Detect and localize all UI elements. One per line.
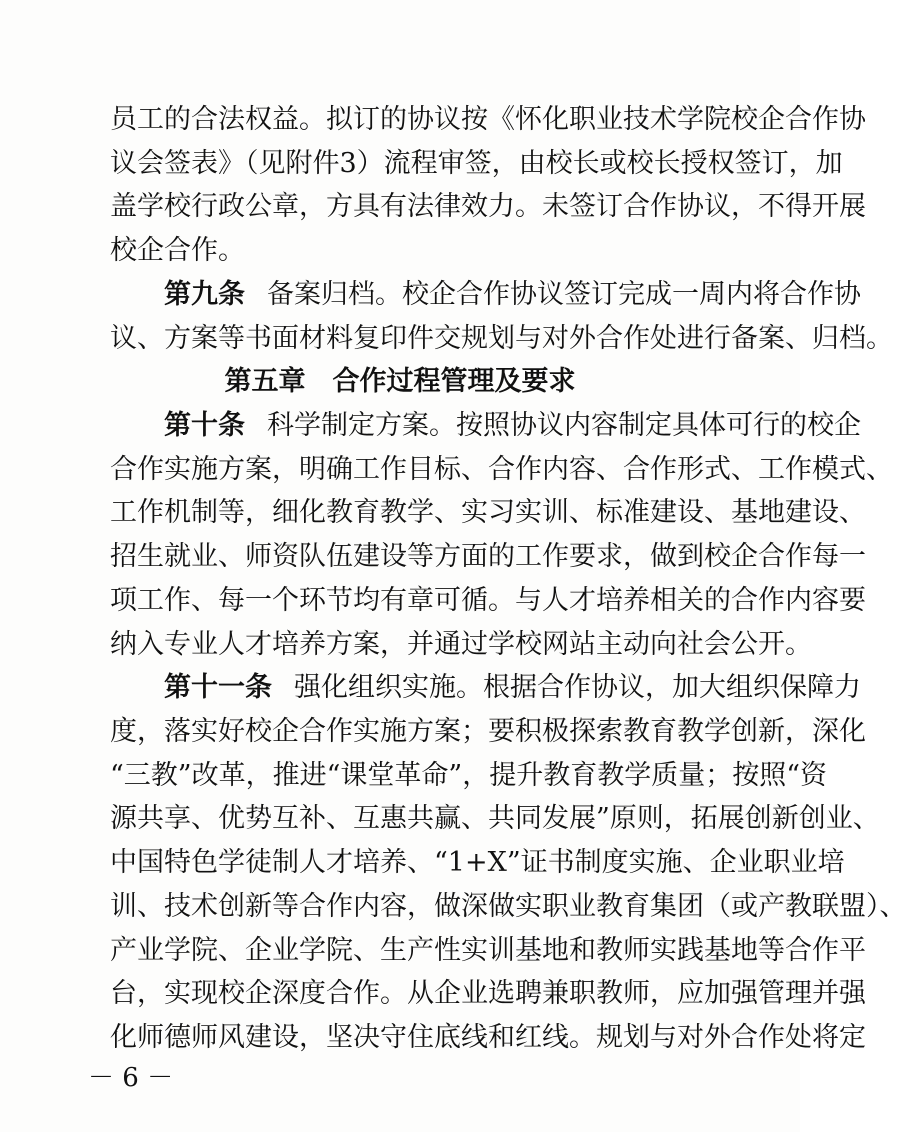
text-line: 校企合作。: [110, 235, 245, 266]
text-line: 度，落实好校企合作实施方案；要积极探索教育教学创新，深化: [110, 716, 866, 747]
article-9-first-line: [164, 275, 861, 315]
article-10-label: 第十条: [164, 410, 245, 441]
text-line: 项工作、每一个环节均有章可循。与人才培养相关的合作内容要: [110, 585, 866, 616]
article-11-text: 强化组织实施。根据合作协议，加大组织保障力: [294, 672, 861, 703]
text-line: “三教”改革，推进“课堂革命”，提升教育教学质量；按照“资: [110, 760, 828, 791]
text-line: 议会签表》（见附件3）流程审签，由校长或校长授权签订，加: [110, 148, 843, 179]
article-10-text: 科学制定方案。按照协议内容制定具体可行的校企: [267, 410, 861, 441]
text-line: 员工的合法权益。拟订的协议按《怀化职业技术学院校企合作协: [110, 104, 866, 135]
text-line: 议、方案等书面材料复印件交规划与对外合作处进行备案、归档。: [110, 323, 893, 354]
text-line: 工作机制等，细化教育教学、实习实训、标准建设、基地建设、: [110, 497, 866, 528]
text-line: 台，实现校企深度合作。从企业选聘兼职教师，应加强管理并强: [110, 978, 866, 1009]
text-line: 化师德师风建设，坚决守住底线和红线。规划与对外合作处将定: [110, 1022, 866, 1053]
text-line: 合作实施方案，明确工作目标、合作内容、合作形式、工作模式、: [110, 454, 893, 485]
article-11-first-line: [164, 668, 861, 708]
text-line: 训、技术创新等合作内容，做深做实职业教育集团（或产教联盟）、: [110, 891, 907, 922]
text-line: 招生就业、师资队伍建设等方面的工作要求，做到校企合作每一: [110, 541, 866, 572]
text-line: 纳入专业人才培养方案，并通过学校网站主动向社会公开。: [110, 629, 812, 660]
chapter-heading: 第五章 合作过程管理及要求: [224, 366, 576, 397]
page-number: － 6 －: [88, 1063, 174, 1093]
text-line: 产业学院、企业学院、生产性实训基地和教师实践基地等合作平: [110, 935, 866, 966]
text-line: 源共享、优势互补、互惠共赢、共同发展”原则，拓展创新创业、: [110, 803, 880, 834]
article-9-label: 第九条: [164, 279, 245, 310]
text-line: 中国特色学徒制人才培养、“1+X”证书制度实施、企业职业培: [110, 847, 845, 878]
text-line: 盖学校行政公章，方具有法律效力。未签订合作协议，不得开展: [110, 191, 866, 222]
article-11-label: 第十一条: [164, 672, 272, 703]
article-9-text: 备案归档。校企合作协议签订完成一周内将合作协: [267, 279, 861, 310]
article-10-first-line: [164, 406, 861, 446]
